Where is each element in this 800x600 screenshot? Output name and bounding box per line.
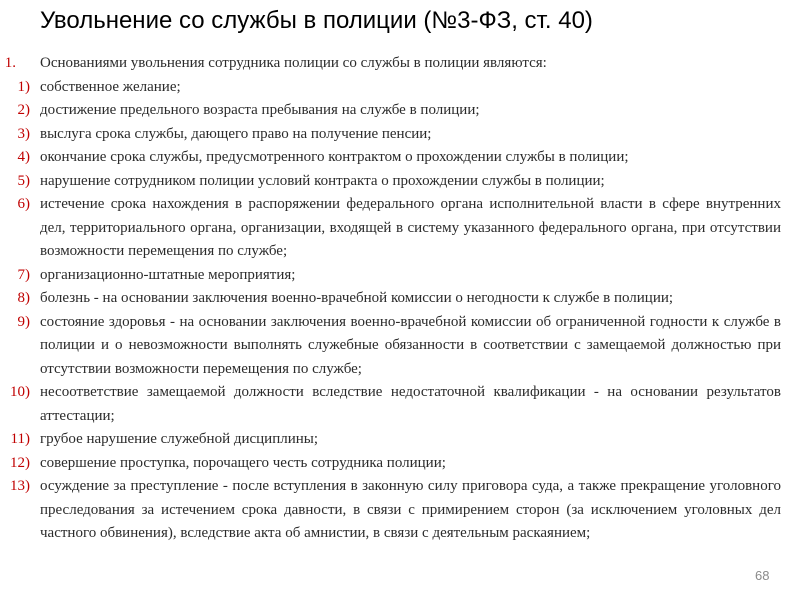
list-item — [0, 146, 781, 170]
list-item — [0, 381, 781, 428]
list-item-text: болезнь - на основании заключения военно-врачебной комиссии о негодности к службе в полиции; — [40, 290, 674, 306]
list-marker: 13) — [10, 478, 30, 494]
list-marker: 7) — [17, 266, 30, 283]
list-item-text: окончание срока службы, предусмотренного контрактом о прохождении службы в полиции; — [40, 149, 629, 165]
list-item — [0, 428, 781, 452]
dismissal-grounds-list — [0, 52, 781, 546]
list-item — [0, 123, 781, 147]
list-marker: 5) — [17, 172, 30, 189]
list-item-text: состояние здоровья - на основании заключения военно-врачебной комиссии об ограниченной годности к службе в полиции и о невозможности выполнять служебные обязанности в соответствии с замещаемой должностью при отсутствии возможности перемещения по службе; — [40, 313, 781, 377]
list-item-text: достижение предельного возраста пребывания на службе в полиции; — [40, 102, 480, 118]
list-marker: 11) — [10, 431, 30, 447]
list-item — [0, 170, 781, 194]
list-item-text: несоответствие замещаемой должности вследствие недостаточной квалификации - на основании результатов аттестации; — [40, 384, 781, 424]
list-marker: 9) — [17, 313, 30, 330]
list-intro — [0, 52, 781, 76]
list-item — [0, 99, 781, 123]
list-item — [0, 452, 781, 476]
list-item — [0, 193, 781, 264]
list-marker: 8) — [17, 290, 30, 306]
list-item-text: нарушение сотрудником полиции условий контракта о прохождении службы в полиции; — [40, 172, 605, 189]
list-item-text: совершение проступка, порочащего честь сотрудника полиции; — [40, 454, 446, 471]
list-marker: 3) — [17, 125, 30, 142]
list-item — [0, 264, 781, 288]
list-marker: 2) — [17, 102, 30, 118]
list-marker: 1. — [4, 55, 16, 71]
list-marker: 6) — [17, 196, 30, 212]
list-item — [0, 76, 781, 100]
list-marker: 10) — [10, 384, 30, 400]
list-item-text: Основаниями увольнения сотрудника полиции со службы в полиции являются: — [40, 55, 547, 71]
list-item — [0, 287, 781, 311]
list-marker: 4) — [17, 149, 30, 165]
page-number: 68 — [755, 568, 770, 583]
list-marker: 1) — [17, 78, 30, 95]
list-item-text: осуждение за преступление - после вступления в законную силу приговора суда, а также прекращение уголовного преследования за истечением срока давности, в связи с примирением сторон (за исключением уголовных дел частного обвинения), вследствие акта об амнистии, в связи с деятельным раскаянием; — [40, 478, 781, 541]
list-item-text: истечение срока нахождения в распоряжении федерального органа исполнительной власти в сфере внутренних дел, территориального органа, организации, входящей в систему указанного федерального органа, при отсутствии возможности перемещения по службе; — [40, 196, 781, 259]
slide-title: Увольнение со службы в полиции (№3-ФЗ, ст. 40) — [40, 7, 593, 34]
list-item-text: собственное желание; — [40, 78, 181, 95]
list-item — [0, 475, 781, 546]
list-item-text: организационно-штатные мероприятия; — [40, 266, 296, 283]
list-item-text: грубое нарушение служебной дисциплины; — [40, 431, 319, 447]
list-marker: 12) — [10, 454, 30, 471]
list-item-text: выслуга срока службы, дающего право на получение пенсии; — [40, 125, 432, 142]
list-item — [0, 311, 781, 382]
